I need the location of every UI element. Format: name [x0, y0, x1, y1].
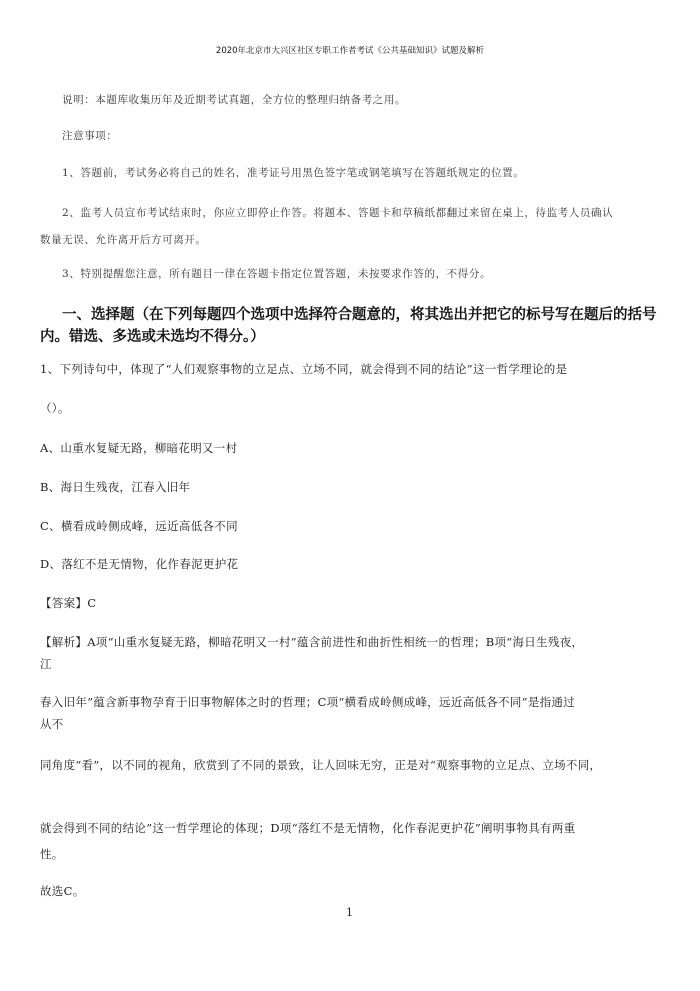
note-item-2-cont: 数量无误、允许离开后方可离开。 [40, 234, 207, 246]
analysis-line: 江 [40, 657, 52, 671]
notes-heading: 注意事项： [62, 130, 118, 142]
document-title: 2020年北京市大兴区社区专职工作者考试《公共基础知识》试题及解析 [215, 46, 485, 56]
note-item-1: 1、答题前，考试务必将自己的姓名，准考证号用黑色签字笔或钢笔填写在答题纸规定的位置。 [62, 167, 525, 179]
analysis-conclusion: 故选C。 [40, 884, 85, 898]
option-b: B、海日生残夜，江春入旧年 [40, 480, 191, 494]
option-c: C、横看成岭侧成峰，远近高低各不同 [40, 519, 238, 533]
analysis-line: 春入旧年”蕴含新事物孕育于旧事物解体之时的哲理；C项“横看成岭侧成峰，远近高低各不同”是指通过 [40, 695, 576, 709]
analysis-line: 就会得到不同的结论”这一哲学理论的体现；D项“落红不是无情物，化作春泥更护花”阐明事物具有两重 [40, 821, 576, 835]
answer: 【答案】C [40, 596, 97, 610]
question-stem: 1、下列诗句中，体现了“人们观察事物的立足点、立场不同，就会得到不同的结论”这一哲学理论的是 [40, 362, 568, 376]
analysis-line: 性。 [40, 847, 64, 861]
intro-note: 说明：本题库收集历年及近期考试真题，全方位的整理归纳备考之用。 [62, 94, 407, 106]
note-item-2: 2、监考人员宣布考试结束时，你应立即停止作答。将题本、答题卡和草稿纸都翻过来留在桌上，待监考人员确认 [62, 207, 614, 219]
analysis-line: 从不 [40, 717, 64, 731]
option-a: A、山重水复疑无路，柳暗花明又一村 [40, 441, 238, 455]
section-heading-cont: 内。错选、多选或未选均不得分。） [40, 329, 265, 345]
note-item-3: 3、特别提醒您注意，所有题目一律在答题卡指定位置答题，未按要求作答的，不得分。 [62, 268, 492, 280]
analysis-line: 【解析】A项“山重水复疑无路，柳暗花明又一村”蕴含前进性和曲折性相统一的哲理；B项“海日生残夜， [40, 635, 584, 649]
option-d: D、落红不是无情物，化作春泥更护花 [40, 557, 239, 571]
analysis-line: 同角度“看”，以不同的视角，欣赏到了不同的景致，让人回味无穷，正是对“观察事物的立足点、立场不同， [40, 758, 602, 772]
section-heading: 一、选择题（在下列每题四个选项中选择符合题意的，将其选出并把它的标号写在题后的括号 [62, 307, 657, 323]
page-number: 1 [346, 906, 353, 919]
question-stem-cont: （）。 [40, 401, 70, 415]
